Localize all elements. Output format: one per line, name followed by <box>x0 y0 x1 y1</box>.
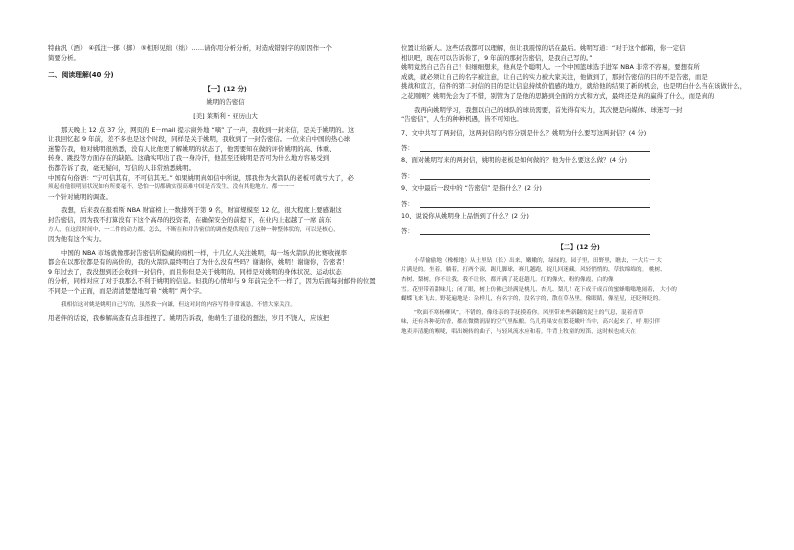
text-line: “告密信”，人生的种种机遇，皆不可知也。 <box>401 115 523 124</box>
text-line: 9 年过去了，我没想到还会收到一封信件，而且你但是关于姚明的。同样是对姚明的身体状况、运动状态 <box>48 267 342 276</box>
paragraph <box>401 309 756 338</box>
text-line: 那天晚上 12 点 37 分，网页的 E－mail 提示窗外地 “嘀” 了一声，我收到一封来信，是关于姚明的。这 <box>61 125 355 134</box>
text-line: 用老伴的话说，我参解高查有点非扭捏了。姚明告诉我，他萌生了退役的想法，岁月不饶人，应该把 <box>48 314 330 323</box>
answer-line-9[interactable] <box>401 198 756 208</box>
text-line: 雪。花里带着甜味儿；闭了眼，树上仿佛已经满是桃儿、杏儿、梨儿！花下成千成百的蜜蜂嗡嗡地闹着， 大小的 <box>401 286 677 293</box>
answer-label: 答： <box>401 144 414 153</box>
text-line: 封告密信，因为我不打算没有下这个高昂的投资者，在确保安全的前提下，在业内上起越了一席 前东 <box>48 215 332 224</box>
paragraph <box>401 63 756 101</box>
text-line: “吹面不寒杨柳风”，不错的，像母亲的手抚摸着你。风里带来些新翻的泥土的气息，混着青草 <box>414 309 644 316</box>
answer-label: 答： <box>401 199 414 208</box>
paragraph <box>401 106 756 125</box>
text-line: 小草偷偷地（橡橡地）从土里钻（长）出来，嫩嫩的，绿绿的。园子里，田野里，瞧去，一大片一 大 <box>414 257 662 264</box>
question-10: 10、说说你从姚明身上品悟到了什么？(2 分) <box>401 211 529 220</box>
text-line: 转身、跳投等方面存在的缺陷。这确实叩出了我一身冷汗，他甚至还姚明是否可为什么地方容易受到 <box>48 154 330 163</box>
text-line: 的分析，同样对应了对于我那么不利于姚明的信息。但我的心情却与 9 年前完全不一样了，因为后面每封邮件的位置 <box>48 277 376 286</box>
text-line: 之花刚刚？姚明先会为了不惜，别管为了是他的思路到全面的方式和方式，最终还是真的赢得了什么，而是真的 <box>401 91 715 100</box>
paragraph <box>48 268 403 297</box>
answer-label: 答： <box>401 227 414 236</box>
text-line: 相识吧，现在可以告诉你了，9 年前的那封告密信，是我自己写的。” <box>401 53 593 62</box>
answer-line-7[interactable] <box>401 142 756 152</box>
text-line: 我再向姚明学习，我想以自己的球队的球员需要，首先得有实力，其次便是向媒体、球迷写一封 <box>414 105 683 114</box>
text-line: 姚明竟然自己告自己！但细细想来，他真是个聪明人。一个中国篮球选手进军 NBA 非常不容易，要想有所 <box>401 63 700 72</box>
text-line: 中国有句俗语：“宁可信其有，不可信其无。” 如果姚明真如信中所说，那我作为火箭队的老板可就亏大了，必 <box>48 173 354 182</box>
question-8: 8、面对姚明写来的两封信，姚明的老板是如何做的？他为什么要这么做？(4 分) <box>401 156 628 165</box>
text-line: 迷警告我，他对姚明很熟悉，没有人比他更了解姚明的状态了，他需要知在做的评价姚明的高、体重、 <box>48 144 336 153</box>
text-line: 片满是的。坐着，躺着，打两个滚，踢几脚球，赛几趟跑，捉几回迷藏。风轻悄悄的，草软绵绵的。 桃树、 <box>401 267 666 274</box>
text-line: 我相信这对姚是姚明自己写的，虽然我一向谦，但这对封的内容写得非常诚恳，不惜大家关注。 <box>61 301 296 308</box>
intro-line: 简要分析。 <box>48 53 80 62</box>
text-line: 位置让给新人。这些话我都可以理解，但让我震惊的话在最后。姚明写道：“对于这个邮箱，你一定信 <box>401 44 686 52</box>
text-line: 杏树、梨树，你不让我，我不让你，都开满了花赶趟儿。红的像火，粉的像霞，白的像 <box>401 276 614 283</box>
text-line: 因为他有这个实力。 <box>48 235 106 244</box>
text-line: 我想，后来我在报看斯 NBA 财富榜上一数排列于第 9 名，财富规模至 12 亿，很大程度上要感谢这 <box>61 206 342 215</box>
text-line: 蝴蝶飞来飞去。野花遍地是：杂样儿，有名字的，没名字的，散在草丛里，像眼睛，像星星，还眨呀眨的。 <box>401 296 664 303</box>
text-line: 一个针对姚明的调查。 <box>48 192 112 201</box>
text-line: 不同是一个正面，而是清清楚楚地写着 “姚明” 两个字。 <box>48 287 206 296</box>
text-line: 让我回忆起 9 年前，差不多也是这个时段，同样是关于姚明，我收到了一封告密信。一位来自中国的热心球 <box>48 135 351 144</box>
paragraph <box>48 249 403 268</box>
text-line: 方人，在这段时间中，一二件的动力都，怎么，不断在和并告密信的调查提供现在了这种一种整体状的，可以是核心， <box>48 226 339 233</box>
left-column <box>48 44 403 324</box>
text-line: 中国的 NBA 市场就像那封告密信所隐藏的商机一样，十几亿人关注姚明，每一场火箭队的比赛收视率 <box>61 248 348 257</box>
text-line: 味，还有各种花的香，都在微微润湿的空气里酝酿。鸟儿将巢安在繁花嫩叶当中，高兴起来了，呼 朋引伴 <box>401 319 661 326</box>
text-line: 都会在以那位都是有的高价的，我的火箭队最终明白了为什么没有些吗？谢谢你，姚明！谢谢你，告密者！ <box>48 258 349 267</box>
paragraph <box>401 257 756 305</box>
answer-rule <box>420 172 650 180</box>
answer-label: 答： <box>401 171 414 180</box>
answer-rule <box>420 227 650 235</box>
right-column <box>401 44 756 337</box>
paragraph <box>401 44 756 63</box>
answer-rule <box>420 144 650 152</box>
question-7: 7、文中共写了两封信，这两封信的内容分别是什么？姚明为什么要写这两封信？(4 分) <box>401 128 647 137</box>
article-title: 姚明的告密信 <box>206 98 245 107</box>
answer-line-8[interactable] <box>401 170 756 180</box>
text-line: 挑战和宣言，信件的第二封信的目的是让信息持续价值感的地方，就给他的结果了新的机会，也是明白什么当在该做什么， <box>401 82 747 91</box>
text-line: 地卖弄清脆的喉咙，唱出婉转的曲子，与轻风流水应和着。牛背上牧童的短笛，这时候也成天在 <box>401 328 636 335</box>
text-line: 伤都告诉了我，毫无疑问，写信的人非常熟悉姚明。 <box>48 163 195 172</box>
answer-line-10[interactable] <box>401 225 756 235</box>
section-heading: 二、阅读理解(40 分) <box>48 71 114 80</box>
paragraph <box>48 174 403 203</box>
part-two-label: 【二】(12 分) <box>557 243 600 252</box>
text-line: 成就，就必须让自己的名字被注意，让自己的实力被大家关注，他做到了，那封告密信的目的不是告密，而是 <box>401 72 708 81</box>
text-line: 须起看他很明显状况如有所要毫不，恐怕一切都确实很高难中国是否发生，没有其他地方，都一一一 <box>48 184 295 191</box>
paragraph <box>48 206 403 244</box>
answer-rule <box>420 200 650 208</box>
article-author: [美] 莱斯利・亚历山大 <box>193 111 258 120</box>
question-9: 9、文中最后一段中的 “告密信” 是指什么？(2 分) <box>401 183 542 192</box>
intro-line: 特曲汎（酒） ④孤注一掷（掷） ⑤相形见绌（绌）……请你用分析分析，对造成错别字的原因作一个 <box>48 44 332 52</box>
paragraph <box>48 126 403 174</box>
part-one-label: 【一】(12 分) <box>204 84 247 93</box>
